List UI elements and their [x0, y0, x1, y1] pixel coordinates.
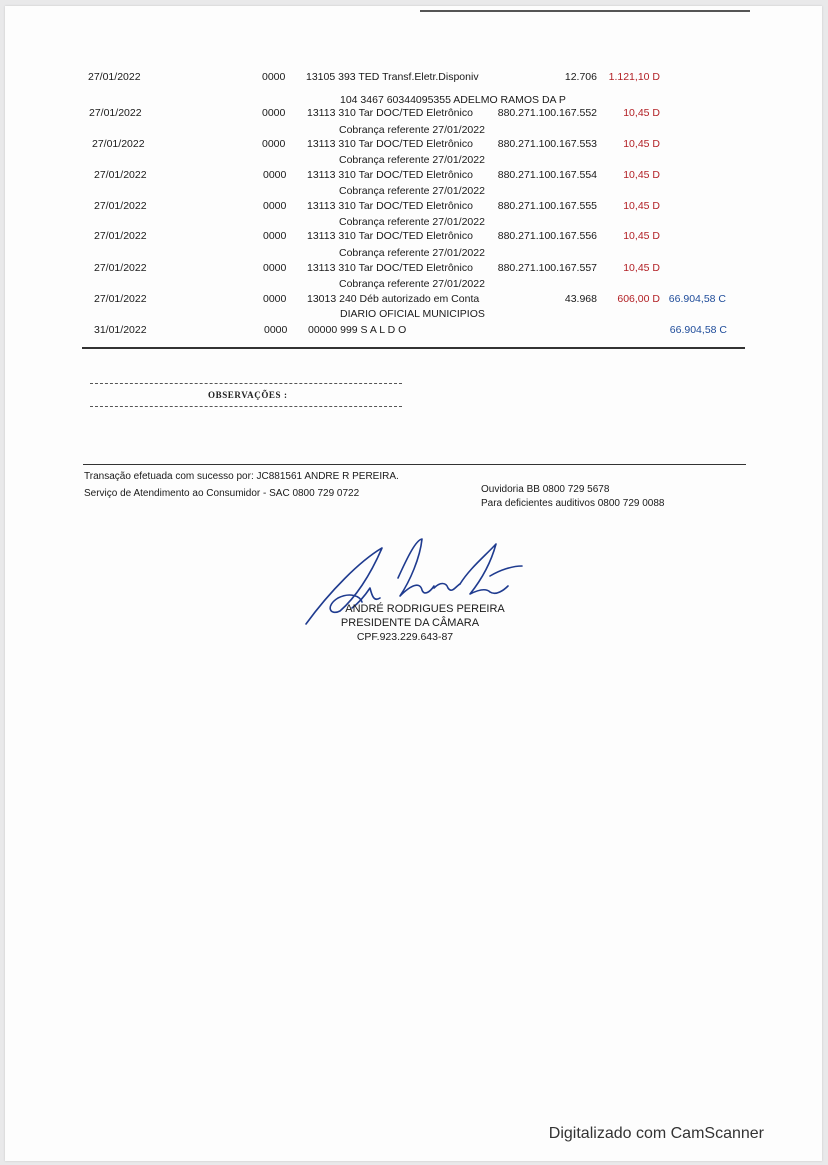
value-cell: 10,45 D [623, 262, 660, 274]
value-cell: 10,45 D [623, 107, 660, 119]
table-row [5, 323, 822, 337]
history-cell: 13113 310 Tar DOC/TED Eletrônico [307, 200, 473, 212]
signatory-name: ANDRÉ RODRIGUES PEREIRA [345, 603, 505, 615]
date-cell: 27/01/2022 [94, 200, 147, 212]
observations-label: OBSERVAÇÕES : [208, 390, 288, 400]
table-row [5, 292, 822, 306]
camscanner-watermark: Digitalizado com CamScanner [548, 1125, 764, 1142]
agency-cell: 0000 [262, 71, 286, 83]
history-cell: 13113 310 Tar DOC/TED Eletrônico [307, 138, 473, 150]
date-cell: 27/01/2022 [94, 169, 147, 181]
value-cell: 10,45 D [623, 230, 660, 242]
history-cell: 13013 240 Déb autorizado em Conta [307, 293, 480, 305]
date-cell: 27/01/2022 [94, 230, 147, 242]
table-row [5, 106, 822, 120]
value-cell: 10,45 D [623, 169, 660, 181]
table-row [5, 229, 822, 243]
agency-cell: 0000 [264, 324, 288, 336]
value-cell: 606,00 D [617, 293, 660, 305]
sac-info: Serviço de Atendimento ao Consumidor - SAC 0800 729 0722 [84, 488, 360, 499]
table-row [5, 168, 822, 182]
history-cell: 13113 310 Tar DOC/TED Eletrônico [307, 107, 473, 119]
signatory-role: PRESIDENTE DA CÂMARA [340, 617, 480, 629]
statement-table [5, 6, 822, 351]
balance-cell: 66.904,58 C [669, 324, 727, 336]
agency-cell: 0000 [262, 138, 286, 150]
detail-line: DIARIO OFICIAL MUNICIPIOS [340, 308, 485, 320]
value-cell: 1.121,10 D [608, 71, 660, 83]
date-cell: 27/01/2022 [94, 262, 147, 274]
ombudsman-info: Ouvidoria BB 0800 729 5678 [481, 484, 610, 495]
detail-line: 104 3467 60344095355 ADELMO RAMOS DA P [340, 94, 566, 106]
detail-line: Cobrança referente 27/01/2022 [339, 278, 485, 290]
history-cell: 13113 310 Tar DOC/TED Eletrônico [307, 262, 473, 274]
detail-line: Cobrança referente 27/01/2022 [339, 154, 485, 166]
document-cell: 880.271.100.167.556 [497, 230, 597, 242]
agency-cell: 0000 [263, 169, 287, 181]
document-cell: 880.271.100.167.554 [497, 169, 597, 181]
detail-line: Cobrança referente 27/01/2022 [339, 124, 485, 136]
balance-cell: 66.904,58 C [668, 293, 726, 305]
date-cell: 27/01/2022 [92, 138, 145, 150]
document-cell: 43.968 [564, 293, 597, 305]
document-page [5, 6, 822, 1161]
agency-cell: 0000 [263, 200, 287, 212]
signatory-cpf: CPF.923.229.643-87 [356, 631, 454, 643]
footer-rule [83, 464, 746, 465]
document-cell: 12.706 [564, 71, 597, 83]
date-cell: 27/01/2022 [89, 107, 142, 119]
agency-cell: 0000 [263, 293, 287, 305]
table-row [5, 199, 822, 213]
document-cell: 880.271.100.167.553 [497, 138, 597, 150]
table-bottom-rule [82, 347, 745, 349]
agency-cell: 0000 [262, 107, 286, 119]
value-cell: 10,45 D [623, 138, 660, 150]
document-cell: 880.271.100.167.557 [497, 262, 597, 274]
transaction-info: Transação efetuada com sucesso por: JC881561 ANDRE R PEREIRA. [84, 471, 399, 482]
date-cell: 27/01/2022 [88, 71, 141, 83]
history-cell: 13113 310 Tar DOC/TED Eletrônico [307, 230, 473, 242]
table-row [5, 70, 822, 84]
document-cell: 880.271.100.167.555 [497, 200, 597, 212]
table-row [5, 137, 822, 151]
agency-cell: 0000 [263, 262, 287, 274]
date-cell: 27/01/2022 [94, 293, 147, 305]
history-cell: 13105 393 TED Transf.Eletr.Disponiv [306, 71, 479, 83]
detail-line: Cobrança referente 27/01/2022 [339, 185, 485, 197]
history-cell: 00000 999 S A L D O [308, 324, 407, 336]
agency-cell: 0000 [263, 230, 287, 242]
table-row [5, 261, 822, 275]
date-cell: 31/01/2022 [94, 324, 147, 336]
detail-line: Cobrança referente 27/01/2022 [339, 216, 485, 228]
detail-line: Cobrança referente 27/01/2022 [339, 247, 485, 259]
hearing-impaired-info: Para deficientes auditivos 0800 729 0088 [481, 498, 665, 509]
history-cell: 13113 310 Tar DOC/TED Eletrônico [307, 169, 473, 181]
value-cell: 10,45 D [623, 200, 660, 212]
observations-divider [90, 406, 402, 407]
observations-divider [90, 383, 402, 384]
document-cell: 880.271.100.167.552 [497, 107, 597, 119]
